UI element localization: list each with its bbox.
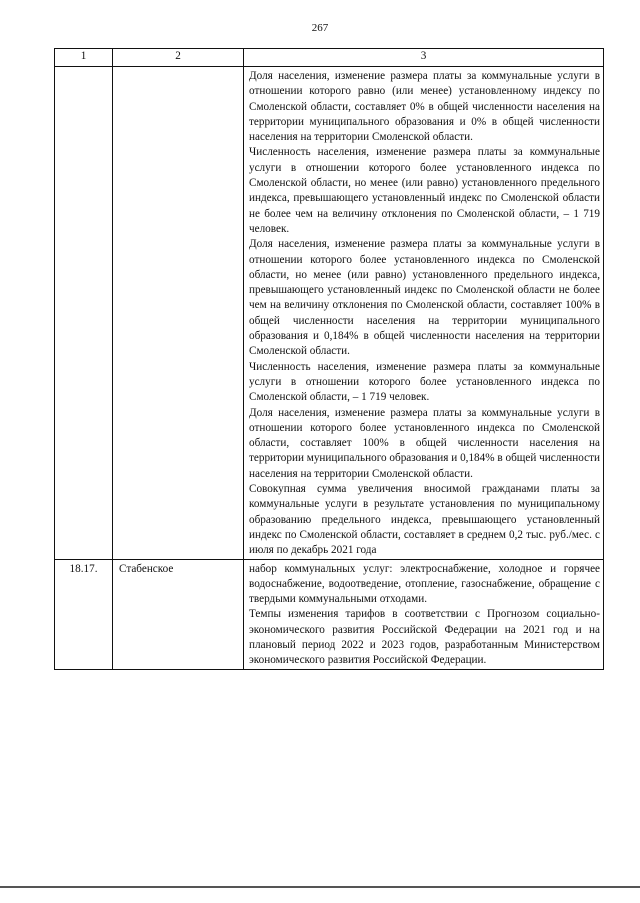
indicator-text [244,559,604,669]
tariff-table [54,48,604,670]
table-row [55,559,604,669]
paragraph: Численность населения, изменение размера платы за коммунальные услуги в отношении которого более установленного индекса по Смоленской области, – 1 719 человек. [249,360,600,404]
municipality-name [113,67,244,560]
page-bottom-rule [0,886,640,888]
paragraph: Темпы изменения тарифов в соответствии с Прогнозом социально-экономического развития Российской Федерации на 2021 год и на плановый период 2022 и 2023 годов, разработанным Министерством экономического развития Российской Федерации. [249,608,600,667]
paragraph: Совокупная сумма увеличения вносимой гражданами платы за коммунальные услуги в результате установления по муниципальному образованию предельного индекса, превышающего установленный индекс по Смоленской области, составляет в среднем 0,2 тыс. руб./мес. с июля по декабрь 2021 года [249,483,600,557]
header-col-1: 1 [55,49,113,67]
table-header-row [55,49,604,67]
header-col-3: 3 [244,49,604,67]
row-number: 18.17. [55,559,113,669]
paragraph: набор коммунальных услуг: электроснабжение, холодное и горячее водоснабжение, водоотведение, отопление, газоснабжение, обращение с твердыми коммунальными отходами. [249,562,600,606]
municipality-name: Стабенское [113,559,244,669]
paragraph: Доля населения, изменение размера платы за коммунальные услуги в отношении которого более установленного индекса по Смоленской области, но менее (или равно) установленного предельного индекса, превышающего установленный индекс по Смоленской области не более чем на величину отклонения по Смоленской области, составляет 100% в общей численности населения на территории муниципального образования и 0,184% в общей численности населения на территории Смоленской области. [249,238,600,358]
paragraph: Доля населения, изменение размера платы за коммунальные услуги в отношении которого равно (или менее) установленному индексу по Смоленской области, составляет 0% в общей численности населения на территории муниципального образования и 0% в общей численности населения на территории Смоленской области. [249,70,600,144]
row-number [55,67,113,560]
paragraph: Численность населения, изменение размера платы за коммунальные услуги в отношении которого более установленного индекса по Смоленской области, но менее (или равно) установленного предельного индекса, превышающего установленный индекс по Смоленской области не более чем на величину отклонения по Смоленской области, – 1 719 человек. [249,146,600,235]
page-number: 267 [311,22,329,34]
paragraph: Доля населения, изменение размера платы за коммунальные услуги в отношении которого более установленного индекса по Смоленской области, составляет 100% в общей численности населения на территории муниципального образования и 0,184% в общей численности населения на территории Смоленской области. [249,406,600,480]
header-col-2: 2 [113,49,244,67]
indicator-text [244,67,604,560]
table-row [55,67,604,560]
